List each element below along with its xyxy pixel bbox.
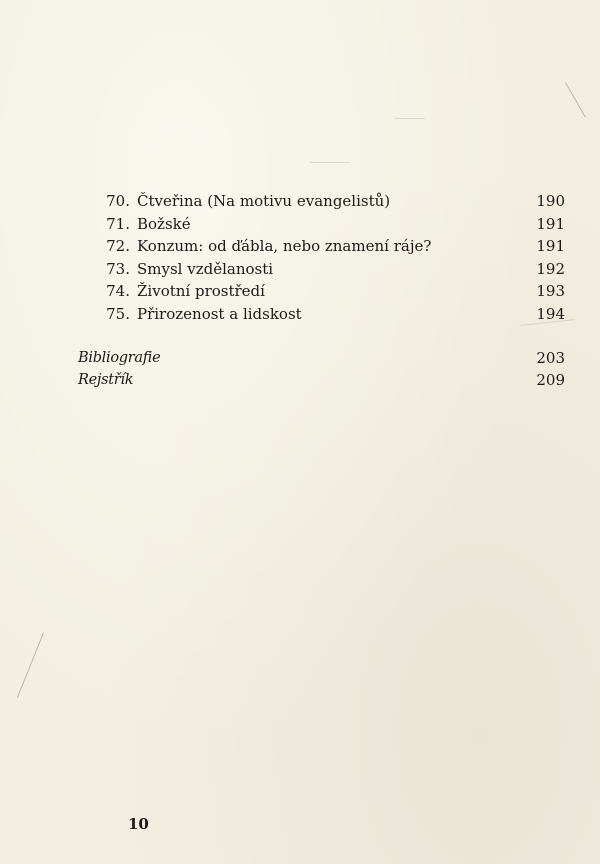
page-number: 191 <box>536 215 565 233</box>
chapter-title: Konzum: od ďábla, nebo znamení ráje? <box>137 237 432 255</box>
chapter-title: Životní prostředí <box>137 282 265 300</box>
bibliography-title: Bibliografie <box>78 350 161 366</box>
page-number: 193 <box>536 282 565 300</box>
chapter-number: 74. <box>106 282 130 300</box>
chapter-title: Přirozenost a lidskost <box>137 305 302 323</box>
chapter-number: 72. <box>106 237 130 255</box>
chapter-number: 73. <box>106 260 130 278</box>
folio-page-number: 10 <box>128 815 149 833</box>
chapter-number: 70. <box>106 192 130 210</box>
page-number: 192 <box>536 260 565 278</box>
page-number: 191 <box>536 237 565 255</box>
page-number: 203 <box>536 349 565 367</box>
chapter-title: Čtveřina (Na motivu evangelistů) <box>137 192 391 210</box>
chapter-title: Smysl vzdělanosti <box>137 260 274 278</box>
chapter-title: Božské <box>137 215 191 233</box>
chapter-number: 75. <box>106 305 130 323</box>
page-number: 190 <box>536 192 565 210</box>
page-number: 209 <box>536 371 565 389</box>
page-number: 194 <box>536 305 565 323</box>
chapter-number: 71. <box>106 215 130 233</box>
index-title: Rejstřík <box>78 372 134 388</box>
